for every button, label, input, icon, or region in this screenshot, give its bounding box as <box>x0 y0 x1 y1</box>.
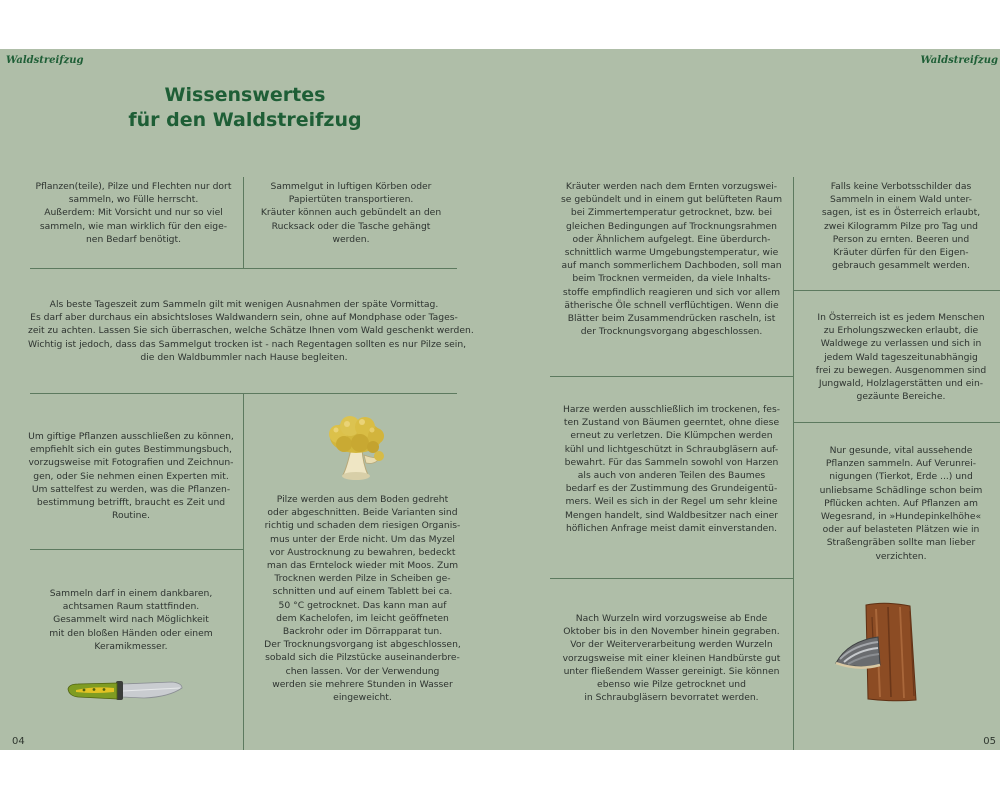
text-line: Als beste Tageszeit zum Sammeln gilt mit wenigen Ausnahmen der späte Vormittag. <box>49 299 439 310</box>
text-line: Oktober bis in den November hinein gegraben. <box>563 626 780 638</box>
text-line: bedarf es der Zustimmung des Grundeigentü- <box>565 483 778 495</box>
text-line: unter fließendem Wasser gereinigt. Sie können <box>563 665 780 677</box>
text-line: zeit zu achten. Lassen Sie sich überraschen, welche Schätze Ihnen vom Wald geschenkt werden. <box>28 325 474 337</box>
text-line: Kräuter werden nach dem Ernten vorzugswei- <box>565 181 778 192</box>
text-block-mushrooms <box>250 493 475 704</box>
text-line: gezäunte Bereiche. <box>856 391 946 403</box>
page-number-right: 05 <box>983 736 996 747</box>
text-line: schnittlich warme Umgebungstemperatur, wie <box>564 247 779 259</box>
column-divider <box>793 177 794 422</box>
text-line: Pflücken achten. Auf Pflanzen am <box>824 497 978 509</box>
text-line: werden sie mehrere Stunden in Wasser <box>272 678 453 690</box>
text-line: Papiertüten transportieren. <box>288 194 414 206</box>
text-line: verzichten. <box>875 550 927 562</box>
text-line: achtsamen Raum stattfinden. <box>62 601 200 613</box>
text-line: nigungen (Tierkot, Erde ...) und <box>829 471 973 483</box>
text-block-healthy <box>796 444 1000 563</box>
text-line: erneut zu verletzen. Die Klümpchen werden <box>570 430 773 442</box>
text-line: der Trocknungsvorgang abgeschlossen. <box>580 326 763 338</box>
text-line: nen Bedarf benötigt. <box>85 233 181 245</box>
text-line: für den Waldstreifzug <box>128 109 362 131</box>
text-line: höflichen Anfrage meist damit einverstanden. <box>565 522 778 534</box>
text-line: Trocknen werden Pilze in Scheiben ge- <box>274 573 451 585</box>
text-line: Sammeln in einem Wald unter- <box>830 194 972 206</box>
text-line: mit den bloßen Händen oder einem <box>49 627 213 639</box>
text-line: in Schraubgläsern bevorratet werden. <box>584 692 759 704</box>
text-line: Mengen handelt, sind Waldbesitzer nach einer <box>564 509 779 521</box>
text-line: empfiehlt sich ein gutes Bestimmungsbuch, <box>30 444 232 456</box>
text-line: stoffe empfindlich reagieren und sich vor allem <box>562 286 781 298</box>
text-line: dem Kachelofen, im leicht geöffneten <box>276 612 449 624</box>
text-line: sammeln, wie man wirklich für den eige- <box>39 220 228 232</box>
text-line: bestimmung betrifft, braucht es Zeit und <box>36 497 226 509</box>
text-line: Falls keine Verbotsschilder das <box>830 181 972 192</box>
text-line: ätherische Öle schnell verflüchtigen. Wenn die <box>564 299 779 311</box>
text-line: jedem Wald tageszeitunabhängig <box>824 351 978 363</box>
text-line: zwei Kilogramm Pilze pro Tag und <box>823 220 978 232</box>
text-line: die den Waldbummler nach Hause begleiten. <box>140 351 348 363</box>
text-line: 50 °C getrocknet. Das kann man auf <box>278 599 447 611</box>
text-line: oder auf belasteten Plätzen wie in <box>822 524 980 536</box>
text-line: als auch von anderen Teilen des Baumes <box>577 470 766 482</box>
text-block-time <box>28 298 474 364</box>
text-line: In Österreich ist es jedem Menschen <box>817 312 985 323</box>
text-line: bewahrt. Für das Sammeln sowohl von Harzen <box>564 456 779 468</box>
text-line: man das Erntelock wieder mit Moos. Zum <box>266 560 459 572</box>
text-block-signs <box>796 180 1000 272</box>
column-divider <box>243 177 244 269</box>
text-line: Um sattelfest zu werden, was die Pflanzen- <box>31 483 231 495</box>
text-line: Sammelgut in luftigen Körben oder <box>270 181 432 192</box>
cauliflower-mushroom-illustration <box>320 409 395 484</box>
text-line: eingeweicht. <box>333 692 392 704</box>
text-line: mus unter der Erde nicht. Um das Myzel <box>270 533 455 545</box>
text-line: Nur gesunde, vital aussehende <box>829 445 973 456</box>
knife-illustration <box>64 677 186 703</box>
text-line: Wichtig ist jedoch, dass das Sammelgut trocken ist - nach Regentagen sollten es nur Pilze sein, <box>28 338 467 350</box>
text-line: unliebsame Schädlinge schon beim <box>819 484 983 496</box>
text-line: Es darf aber durchaus ein absichtsloses Waldwandern sein, ohne auf Mondphase oder Tages- <box>30 312 458 324</box>
text-block-austria <box>796 311 1000 403</box>
text-line: Nach Wurzeln wird vorzugsweise ab Ende <box>575 613 768 624</box>
text-line: Jungwald, Holzlagerstätten und ein- <box>818 378 984 390</box>
text-line: chen lassen. Vor der Verwendung <box>285 665 440 677</box>
text-line: Pflanzen sammeln. Auf Verunrei- <box>825 458 977 470</box>
text-line: auf manch sommerlichem Dachboden, soll man <box>561 260 782 272</box>
left-page <box>0 49 500 750</box>
text-line: schnitten und auf einem Tablett bei ca. <box>272 586 453 598</box>
text-line: oder Ähnlichem aufgelegt. Eine überdurch- <box>572 233 771 245</box>
horizontal-rule <box>550 376 793 377</box>
book-spread <box>0 49 1000 750</box>
text-line: ten Zustand von Bäumen geerntet, ohne diese <box>563 417 780 429</box>
text-line: Pilze werden aus dem Boden gedreht <box>276 494 449 505</box>
text-line: Backrohr oder im Dörrapparat tun. <box>282 626 443 638</box>
column-divider <box>243 393 244 750</box>
text-block-resin <box>544 403 799 535</box>
text-line: gleichen Bedingungen auf Trocknungsrahmen <box>566 220 777 232</box>
horizontal-rule <box>550 578 793 579</box>
text-line: ebenso wie Pilze getrocknet und <box>597 679 746 691</box>
text-line: mers. Weil es sich in der Regel um sehr kleine <box>565 496 778 508</box>
text-line: Person zu ernten. Beeren und <box>832 233 970 245</box>
text-line: oder abgeschnitten. Beide Varianten sind <box>267 507 458 519</box>
text-line: Straßengräben sollte man lieber <box>826 537 976 549</box>
text-line: Wegesrand, in »Hundepinkelhöhe« <box>820 511 982 523</box>
text-line: bei Zimmertemperatur getrocknet, bzw. bei <box>570 207 773 219</box>
text-block-baskets <box>246 180 456 246</box>
running-head-left: Waldstreifzug <box>6 55 84 66</box>
text-line: frei zu bewegen. Ausgenommen sind <box>815 364 987 376</box>
text-line: gen, oder Sie nehmen einen Experten mit. <box>33 470 229 482</box>
text-line: Blätter beim Zusammendrücken rascheln, ist <box>567 313 776 325</box>
horizontal-rule <box>30 549 243 550</box>
text-line: Kräuter dürfen für den Eigen- <box>833 247 969 259</box>
page-title <box>110 83 380 133</box>
text-line: Sammeln darf in einem dankbaren, <box>49 588 213 599</box>
text-block-herbs <box>544 180 799 338</box>
horizontal-rule <box>793 422 1000 423</box>
text-line: Außerdem: Mit Vorsicht und nur so viel <box>44 207 223 219</box>
text-line: werden. <box>332 233 370 245</box>
text-line: gebrauch gesammelt werden. <box>832 260 970 272</box>
text-line: vor Austrocknung zu bewahren, bedeckt <box>269 546 456 558</box>
text-block-plants <box>26 180 241 246</box>
text-line: Gesammelt wird nach Möglichkeit <box>53 614 209 626</box>
text-line: sobald sich die Pilzstücke auseinanderbre- <box>265 652 460 664</box>
horizontal-rule <box>30 268 457 269</box>
text-line: vorzugsweise mit einer kleinen Handbürste gut <box>562 652 781 664</box>
text-block-knife <box>22 587 240 653</box>
text-line: kühl und lichtgeschützt in Schraubgläsern auf- <box>564 443 779 455</box>
text-line: Keramikmesser. <box>94 640 168 652</box>
text-line: Routine. <box>112 510 150 522</box>
text-line: Um giftige Pflanzen ausschließen zu können, <box>28 431 234 442</box>
text-line: vorzugsweise mit Fotografien und Zeichnun- <box>28 457 234 469</box>
text-line: se gebündelt und in einem gut belüfteten Raum <box>560 194 783 206</box>
text-block-roots <box>544 612 799 704</box>
text-line: sagen, ist es in Österreich erlaubt, <box>821 207 981 219</box>
text-line: Harze werden ausschließlich im trockenen, fes- <box>562 404 781 415</box>
text-line: Der Trocknungsvorgang ist abgeschlossen, <box>264 639 461 651</box>
text-line: Rucksack oder die Tasche gehängt <box>271 220 431 232</box>
right-page <box>500 49 1000 750</box>
text-line: sammeln, wo Fülle herrscht. <box>68 194 199 206</box>
page-number-left: 04 <box>12 736 25 747</box>
running-head-right: Waldstreifzug <box>920 55 998 66</box>
bracket-fungus-on-tree-illustration <box>830 601 920 703</box>
horizontal-rule <box>793 290 1000 291</box>
text-line: beim Trocknen vermeiden, da viele Inhalts- <box>572 273 771 285</box>
text-line: Waldwege zu verlassen und sich in <box>820 338 982 350</box>
text-line: Vor der Weiterverarbeitung werden Wurzeln <box>570 639 773 651</box>
text-line: richtig und schaden dem riesigen Organis- <box>264 520 461 532</box>
text-line: zu Erholungszwecken erlaubt, die <box>823 325 979 337</box>
text-line: Kräuter können auch gebündelt an den <box>260 207 442 219</box>
text-line: Pflanzen(teile), Pilze und Flechten nur dort <box>35 181 232 192</box>
text-line: Wissenswertes <box>164 84 326 106</box>
text-block-poison <box>22 430 240 522</box>
